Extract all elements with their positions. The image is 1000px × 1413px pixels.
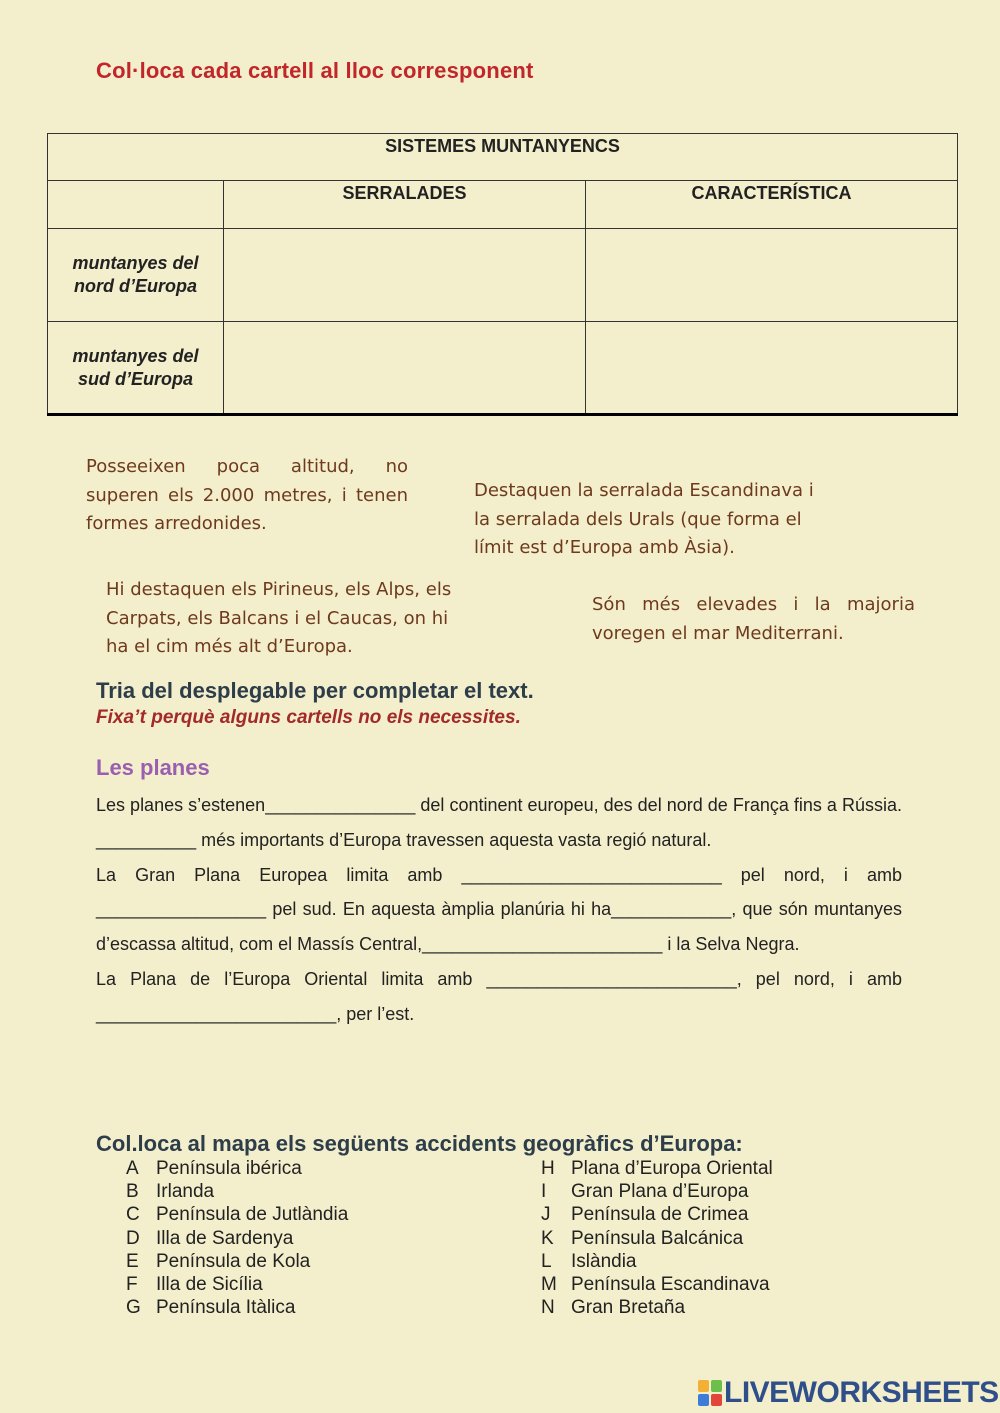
legend-key: C [126,1204,140,1226]
dropdown-blank-3[interactable]: __________________________ [461,864,722,885]
text-segment: , pel nord, i amb [736,968,902,989]
table-row [48,322,958,415]
liveworksheets-brand [698,1376,999,1410]
legend-label: Plana d’Europa Oriental [571,1158,773,1179]
dropdown-blank-6[interactable]: ________________________ [422,934,663,955]
row-label-north: muntanyes del nord d’Europa [48,229,224,322]
text-segment: Les planes s’estenen [96,795,266,815]
legend-label: Península Balcánica [571,1227,744,1249]
section-title-map: Col.loca al mapa els següents accidents geogràfics d’Europa: [96,1131,743,1156]
text-segment: , que són muntanyes d’escassa altitud, com el Massís Central, [96,899,902,955]
text-segment: del continent europeu, des del nord de França fins a Rússia. [415,795,902,815]
list-item [126,1273,348,1296]
dropdown-blank-2[interactable]: __________ [96,829,197,850]
dropdown-blank-8[interactable]: ________________________ [96,1003,337,1024]
legend-key: J [541,1204,551,1226]
legend-key: H [541,1158,555,1179]
legend-label: Gran Plana d’Europa [571,1181,749,1203]
text-segment: pel sud. En aquesta àmplia planúria hi ha [266,899,612,920]
legend-label: Islàndia [571,1250,637,1272]
dropdown-blank-5[interactable]: ____________ [611,899,732,920]
legend-key: E [126,1250,139,1272]
brand-name: LIVEWORKSHEETS [724,1376,999,1409]
mountain-systems-table [47,133,958,416]
instructions-subtitle: Fixa’t perquè alguns cartells no els necessites. [96,707,521,728]
planes-paragraphs [96,788,902,1032]
paragraph-1 [96,788,902,858]
list-item [541,1273,773,1296]
dropdown-blank-1[interactable]: _______________ [265,795,416,815]
legend-label: Península Itàlica [156,1297,296,1319]
table-row [48,229,958,322]
legend-label: Illa de Sardenya [156,1227,294,1249]
table-header: SISTEMES MUNTANYENCS [48,134,958,181]
drop-target-north-caracteristica[interactable] [586,229,958,322]
liveworksheets-logo-icon [698,1380,722,1406]
legend-label: Península ibérica [156,1158,302,1179]
list-item [541,1157,773,1180]
legend-key: K [541,1227,554,1249]
legend-key: N [541,1297,555,1319]
section-title-planes: Les planes [96,755,210,780]
list-item [541,1250,773,1273]
legend-label: Illa de Sicília [156,1274,263,1296]
paragraph-2 [96,858,902,962]
legend-label: Península de Jutlàndia [156,1204,349,1226]
list-item [126,1157,348,1180]
legend-label: Península de Kola [156,1250,311,1272]
legend-key: D [126,1227,140,1249]
list-item [541,1227,773,1250]
legend-key: F [126,1274,138,1296]
row-label-south: muntanyes del sud d’Europa [48,322,224,415]
table-corner-cell [48,181,224,229]
drop-target-north-serralades[interactable] [224,229,586,322]
list-item [126,1180,348,1203]
list-item [541,1296,773,1319]
legend-key: A [126,1158,139,1179]
legend-key: G [126,1297,141,1319]
map-legend-right [541,1157,773,1319]
column-header-caracteristica: CARACTERÍSTICA [586,181,958,229]
draggable-card-scandinavian-urals[interactable]: Destaquen la serralada Escandinava i la serralada dels Urals (que forma el límit est d’Europa amb Àsia). [474,480,814,558]
legend-label: Gran Bretaña [571,1297,686,1319]
legend-key: B [126,1181,139,1203]
legend-label: Península de Crimea [571,1204,749,1226]
legend-label: Península Escandinava [571,1274,770,1296]
draggable-card-low-altitude[interactable]: Posseeixen poca altitud, no superen els 2.000 metres, i tenen formes arredonides. [86,456,408,534]
dropdown-blank-4[interactable]: _________________ [96,899,267,920]
draggable-card-pyrenees-alps[interactable]: Hi destaquen els Pirineus, els Alps, els Carpats, els Balcans i el Caucas, on hi ha el cim més alt d’Europa. [106,579,452,657]
instructions-title: Tria del desplegable per completar el text. [96,678,534,703]
page-title: Col·loca cada cartell al lloc corresponent [96,58,534,83]
draggable-card-higher-mediterranean[interactable]: Són més elevades i la majoria voregen el mar Mediterrani. [592,594,915,644]
text-segment: La Plana de l’Europa Oriental limita amb [96,968,487,989]
text-segment: La Gran Plana Europea limita amb [96,864,462,885]
legend-key: M [541,1274,557,1296]
column-header-serralades: SERRALADES [224,181,586,229]
text-segment: pel nord, i amb [721,864,902,885]
list-item [126,1227,348,1250]
legend-key: L [541,1250,552,1272]
list-item [126,1296,348,1319]
text-segment: més importants d’Europa travessen aquesta vasta regió natural. [196,829,712,850]
drop-target-south-serralades[interactable] [224,322,586,415]
list-item [541,1203,773,1226]
legend-label: Irlanda [156,1181,215,1203]
list-item [126,1250,348,1273]
map-legend-left [126,1157,348,1319]
paragraph-3 [96,962,902,1032]
list-item [541,1180,773,1203]
text-segment: i la Selva Negra. [662,934,800,955]
drop-target-south-caracteristica[interactable] [586,322,958,415]
text-segment: , per l’est. [336,1003,415,1024]
legend-key: I [541,1181,547,1203]
dropdown-blank-7[interactable]: _________________________ [486,968,737,989]
list-item [126,1203,348,1226]
